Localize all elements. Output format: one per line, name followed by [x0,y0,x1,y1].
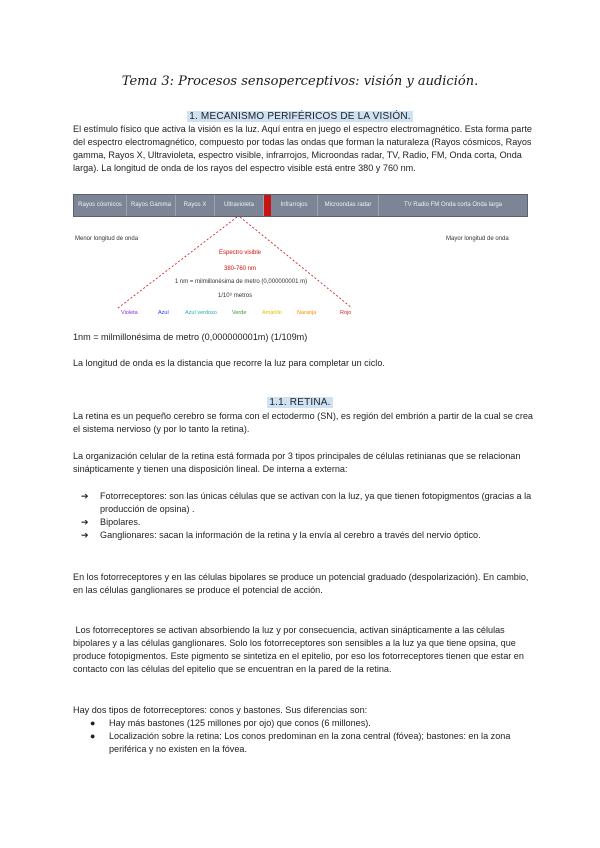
wavelength-blue-green: Azul verdoso [185,310,217,316]
cell-types-list [73,490,533,542]
retina-paragraph-1: La retina es un pequeño cerebro se forma con el ectodermo (SN), es región del embrión a partir de la cual se crea el sistema nervioso (y por lo tanto la retina). [73,411,533,435]
section-heading-2 [0,397,600,408]
wavelength-orange: Naranja [297,310,317,316]
list-item [73,717,533,730]
longer-wavelength-label: Mayor longitud de onda [446,236,509,242]
retina-paragraph-4: Los fotorreceptores se activan absorbiendo la luz y por consecuencia, activan sinápticamente a las células bipolares y a las células ganglionares. Solo los fotorreceptores son sensibles a la luz ya que tiene opsina, que produce fotopigmentos. Este pigmento se sintetiza en el epitelio, por eso los fotorreceptores tienen que estar en contacto con las células del epitelio que se encuentran en la pared de la retina. [73,625,527,675]
shorter-wavelength-label: Menor longitud de onda [75,236,139,242]
arrow-icon: ➔ [81,517,89,528]
list-item [73,490,533,516]
wavelength-blue: Azul [158,310,169,316]
band-microwave: Microondas radar [318,195,379,216]
bullet-icon: ● [90,731,96,742]
list-item [73,730,533,756]
bullet-icon: ● [90,718,96,728]
arrow-icon: ➔ [81,530,89,541]
retina-paragraph-3: En los fotorreceptores y en las células bipolares se produce un potencial graduado (despolarización). En cambio, en las células ganglionares se produce el potencial de acción. [73,572,529,596]
visible-range-label: 380-760 nm [223,266,257,272]
list-item-text: Fotorreceptores: son las únicas células que se activan con la luz, ya que tienen fotopigmentos (gracias a la producción de opsina) . [100,491,532,515]
wavelength-violet: Violeta [121,310,138,316]
retina-paragraph-5: Hay dos tipos de fotorreceptores: conos y bastones. Sus diferencias son: [73,705,368,715]
band-infrared: Infrarrojos [271,195,318,216]
arrow-icon: ➔ [81,491,89,501]
intro-paragraph: El estímulo físico que activa la visión es la luz. Aquí entra en juego el espectro electromagnético. Esta forma parte del espectro electromagnético, compuesto por todas las ondas que forman la naturaleza (Rayos cósmicos, Rayos gamma, Rayos X, Ultravioleta, espectro visible, infrarrojos, Microondas radar, TV, Radio, FM, Onda corta, Onda larga). La longitud de onda de los rayos del espectro visible está entre 380 y 760 nm. [73,124,532,174]
nm-definition-label: 1 nm = milmillonésima de metro (0,000000001 m) [174,279,308,285]
exponent-label: 1/10⁹ metros [217,293,253,299]
band-radio: TV Radio FM Onda corta Onda larga [403,201,503,208]
list-item-text: Hay más bastones (125 millones por ojo) que conos (6 millones). [109,718,371,728]
nm-definition: 1nm = milmillonésima de metro (0,000000001m) (1/109m) [73,332,308,342]
band-cosmic: Rayos cósmicos [74,195,127,216]
band-ultraviolet: Ultravioleta [215,195,264,216]
list-item [73,516,533,529]
page-title: Tema 3: Procesos sensoperceptivos: visión y audición. [121,74,479,89]
list-item-text: Localización sobre la retina: Los conos predominan en la zona central (fóvea); bastones: en la zona periférica y no existen en la fóvea. [109,731,511,755]
list-item-text: Ganglionares: sacan la información de la retina y la envía al cerebro a través del nervio óptico. [100,530,481,541]
visible-spectrum-label: Espectro visible [218,250,262,256]
band-gamma: Rayos Gamma [127,195,176,216]
list-item-text: Bipolares. [100,517,141,528]
wavelength-red: Rojo [340,310,352,316]
retina-paragraph-2: La organización celular de la retina está formada por 3 tipos principales de células retinianas que se relacionan sinápticamente y tienen una disposición lineal. De interna a externa: [73,451,521,475]
list-item [73,529,533,542]
band-xray: Rayos X [176,195,215,216]
wavelength-yellow: Amarillo [262,310,282,316]
wavelength-green: Verde [232,310,247,316]
section-heading-2-text: 1.1. RETINA. [269,397,331,408]
wavelength-definition: La longitud de onda es la distancia que recorre la luz para completar un ciclo. [73,358,385,368]
section-heading-1-text: 1. MECANISMO PERIFÉRICOS DE LA VISIÓN. [189,111,411,122]
differences-list [73,717,533,756]
